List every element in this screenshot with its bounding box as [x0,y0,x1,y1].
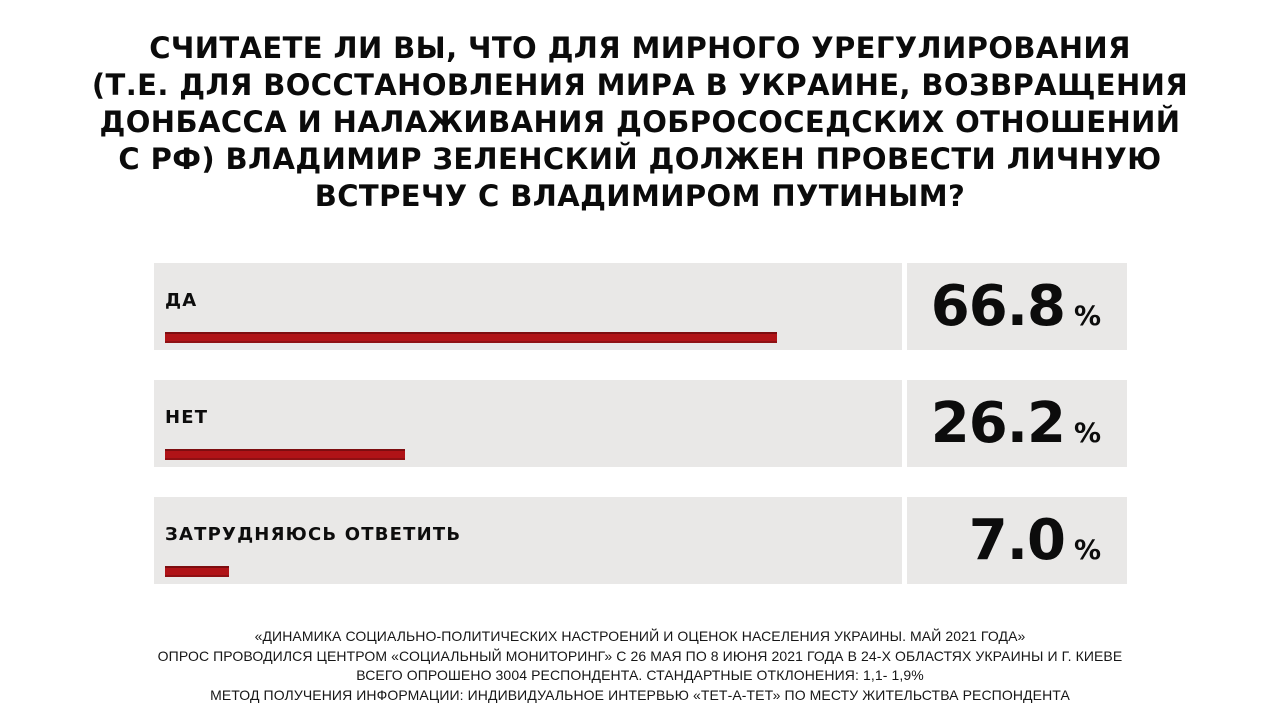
question-title-line-5: ВСТРЕЧУ С ВЛАДИМИРОМ ПУТИНЫМ? [314,179,966,213]
value-cell-no [907,380,1127,467]
percent-sign: % [1073,418,1101,449]
answer-label-yes: ДА [165,290,198,311]
source-note-line-3: ВСЕГО ОПРОШЕНО 3004 РЕСПОНДЕНТА. СТАНДАРТНЫЕ ОТКЛОНЕНИЯ: 1,1- 1,9% [356,667,924,683]
value-number-yes: 66.8 [930,274,1065,339]
question-title [0,30,1280,215]
question-title-line-1: СЧИТАЕТЕ ЛИ ВЫ, ЧТО ДЛЯ МИРНОГО УРЕГУЛИРОВАНИЯ [149,31,1131,65]
source-note-line-2: ОПРОС ПРОВОДИЛСЯ ЦЕНТРОМ «СОЦИАЛЬНЫЙ МОНИТОРИНГ» С 26 МАЯ ПО 8 ИЮНЯ 2021 ГОДА В 24-Х ОБЛАСТЯХ УКРАИНЫ И Г. КИЕВЕ [157,647,1123,664]
result-row-undecided [154,497,1127,584]
answer-label-no: НЕТ [165,407,209,428]
answer-label-undecided: ЗАТРУДНЯЮСЬ ОТВЕТИТЬ [165,524,462,545]
bar-fill-yes [165,332,777,343]
question-title-line-3: ДОНБАССА И НАЛАЖИВАНИЯ ДОБРОСОСЕДСКИХ ОТНОШЕНИЙ [99,105,1181,139]
value-wrap [931,391,1101,456]
answer-cell-yes [154,263,902,350]
value-number-no: 26.2 [930,391,1065,456]
answer-cell-no [154,380,902,467]
source-note-line-1: «ДИНАМИКА СОЦИАЛЬНО-ПОЛИТИЧЕСКИХ НАСТРОЕНИЙ И ОЦЕНОК НАСЕЛЕНИЯ УКРАИНЫ. МАЙ 2021 ГОДА» [254,628,1026,644]
percent-sign: % [1073,535,1101,566]
results-chart [154,263,1127,614]
percent-sign: % [1073,301,1101,332]
value-cell-undecided [907,497,1127,584]
value-wrap [969,508,1101,573]
source-note-line-4: МЕТОД ПОЛУЧЕНИЯ ИНФОРМАЦИИ: ИНДИВИДУАЛЬНОЕ ИНТЕРВЬЮ «ТЕТ-А-ТЕТ» ПО МЕСТУ ЖИТЕЛЬСТВА РЕСПОНДЕНТА [210,686,1070,703]
value-cell-yes [907,263,1127,350]
result-row-yes [154,263,1127,350]
answer-cell-undecided [154,497,902,584]
value-number-undecided: 7.0 [968,508,1065,573]
bar-fill-no [165,449,405,460]
source-note [0,627,1280,705]
question-title-line-4: С РФ) ВЛАДИМИР ЗЕЛЕНСКИЙ ДОЛЖЕН ПРОВЕСТИ ЛИЧНУЮ [118,142,1162,176]
bar-fill-undecided [165,566,229,577]
poll-infographic [0,30,1280,717]
question-title-line-2: (Т.Е. ДЛЯ ВОССТАНОВЛЕНИЯ МИРА В УКРАИНЕ, ВОЗВРАЩЕНИЯ [91,68,1189,102]
value-wrap [931,274,1101,339]
result-row-no [154,380,1127,467]
